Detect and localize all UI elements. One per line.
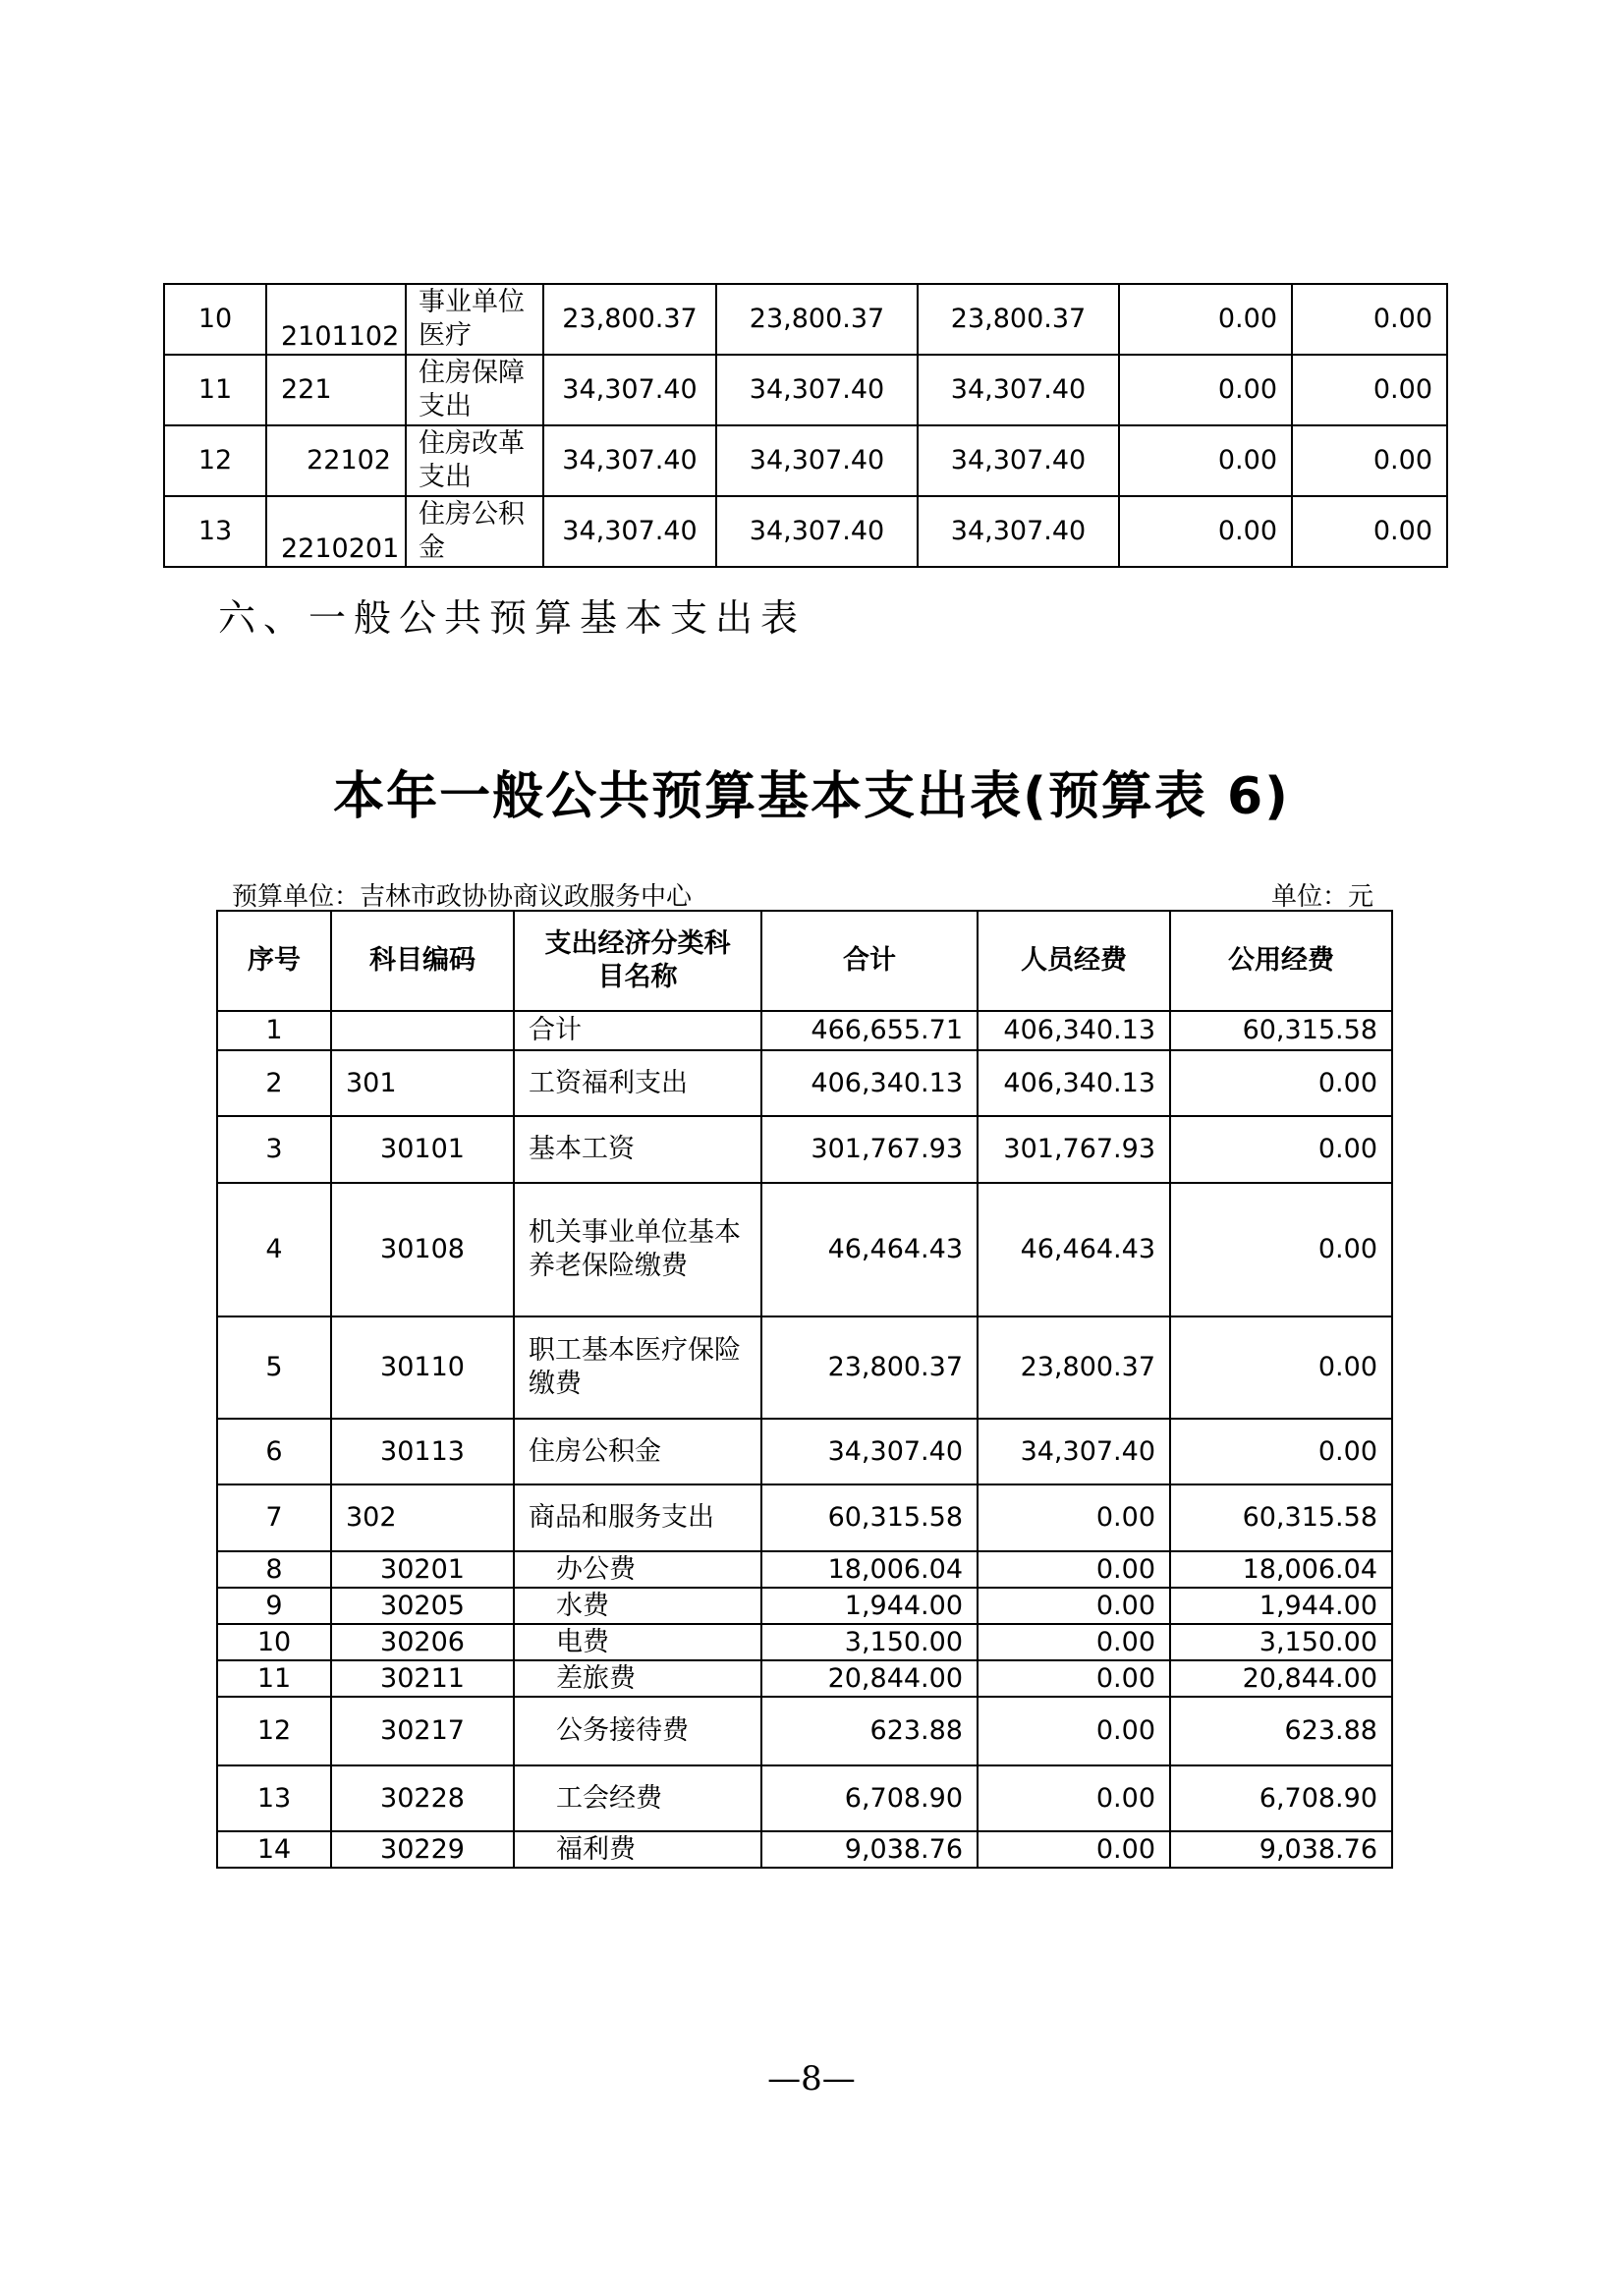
row-seq: 10	[217, 1624, 331, 1660]
row-code: 30101	[331, 1116, 514, 1183]
header-name: 支出经济分类科目名称	[514, 911, 761, 1011]
row-total: 3,150.00	[761, 1624, 978, 1660]
row-seq: 1	[217, 1011, 331, 1050]
table-row	[217, 1831, 1392, 1868]
row-code: 30205	[331, 1588, 514, 1624]
row-personnel: 0.00	[978, 1588, 1170, 1624]
row-public: 0.00	[1170, 1050, 1392, 1116]
row-code: 30228	[331, 1765, 514, 1831]
row-name: 基本工资	[514, 1116, 761, 1183]
row-public: 0.00	[1170, 1419, 1392, 1484]
table-row	[217, 1551, 1392, 1588]
row-total: 18,006.04	[761, 1551, 978, 1588]
row-value: 0.00	[1119, 355, 1292, 425]
row-value: 0.00	[1292, 496, 1447, 567]
row-seq: 6	[217, 1419, 331, 1484]
row-public: 0.00	[1170, 1183, 1392, 1316]
table-row	[217, 1765, 1392, 1831]
row-name: 住房公积金	[406, 496, 543, 567]
row-seq: 3	[217, 1116, 331, 1183]
row-code	[331, 1011, 514, 1050]
row-total: 623.88	[761, 1697, 978, 1765]
table-row	[164, 355, 1447, 425]
row-name: 电费	[514, 1624, 761, 1660]
row-value: 34,307.40	[543, 355, 716, 425]
row-public: 18,006.04	[1170, 1551, 1392, 1588]
table-row	[217, 1183, 1392, 1316]
row-personnel: 0.00	[978, 1765, 1170, 1831]
row-seq: 14	[217, 1831, 331, 1868]
row-value: 34,307.40	[716, 425, 918, 496]
header-personnel: 人员经费	[978, 911, 1170, 1011]
table-row	[217, 1660, 1392, 1697]
row-seq: 5	[217, 1316, 331, 1419]
row-personnel: 0.00	[978, 1551, 1170, 1588]
row-code: 2101102	[266, 284, 406, 355]
row-code: 301	[331, 1050, 514, 1116]
row-total: 20,844.00	[761, 1660, 978, 1697]
row-public: 623.88	[1170, 1697, 1392, 1765]
page-title: 本年一般公共预算基本支出表(预算表 6)	[333, 767, 1290, 826]
row-code: 30206	[331, 1624, 514, 1660]
row-total: 46,464.43	[761, 1183, 978, 1316]
row-code: 30108	[331, 1183, 514, 1316]
row-seq: 2	[217, 1050, 331, 1116]
row-code: 2210201	[266, 496, 406, 567]
row-code: 221	[266, 355, 406, 425]
row-name: 福利费	[514, 1831, 761, 1868]
row-seq: 11	[217, 1660, 331, 1697]
row-seq: 9	[217, 1588, 331, 1624]
table-row	[217, 1697, 1392, 1765]
table-row	[164, 284, 1447, 355]
row-value: 0.00	[1119, 496, 1292, 567]
row-seq: 8	[217, 1551, 331, 1588]
row-total: 9,038.76	[761, 1831, 978, 1868]
header-public: 公用经费	[1170, 911, 1392, 1011]
budget-expenditure-table	[216, 910, 1393, 1869]
row-code: 30113	[331, 1419, 514, 1484]
row-name: 办公费	[514, 1551, 761, 1588]
row-seq: 12	[217, 1697, 331, 1765]
row-seq: 11	[164, 355, 266, 425]
row-personnel: 406,340.13	[978, 1011, 1170, 1050]
row-public: 20,844.00	[1170, 1660, 1392, 1697]
row-seq: 13	[217, 1765, 331, 1831]
row-total: 34,307.40	[761, 1419, 978, 1484]
row-public: 0.00	[1170, 1116, 1392, 1183]
currency-unit-label: 单位：元	[1270, 882, 1373, 912]
row-personnel: 23,800.37	[978, 1316, 1170, 1419]
row-total: 60,315.58	[761, 1484, 978, 1551]
row-code: 30201	[331, 1551, 514, 1588]
row-total: 406,340.13	[761, 1050, 978, 1116]
row-total: 1,944.00	[761, 1588, 978, 1624]
row-code: 302	[331, 1484, 514, 1551]
table-row	[217, 1050, 1392, 1116]
row-value: 34,307.40	[543, 496, 716, 567]
table-row	[217, 1116, 1392, 1183]
row-name: 工资福利支出	[514, 1050, 761, 1116]
row-public: 6,708.90	[1170, 1765, 1392, 1831]
row-public: 60,315.58	[1170, 1011, 1392, 1050]
row-personnel: 0.00	[978, 1831, 1170, 1868]
table-row	[164, 425, 1447, 496]
row-value: 23,800.37	[543, 284, 716, 355]
row-public: 1,944.00	[1170, 1588, 1392, 1624]
row-public: 9,038.76	[1170, 1831, 1392, 1868]
row-value: 0.00	[1292, 425, 1447, 496]
table-row	[217, 1419, 1392, 1484]
row-name: 商品和服务支出	[514, 1484, 761, 1551]
row-personnel: 0.00	[978, 1624, 1170, 1660]
row-name: 住房保障支出	[406, 355, 543, 425]
row-seq: 12	[164, 425, 266, 496]
row-code: 22102	[266, 425, 406, 496]
row-code: 30110	[331, 1316, 514, 1419]
row-seq: 13	[164, 496, 266, 567]
row-public: 0.00	[1170, 1316, 1392, 1419]
header-code: 科目编码	[331, 911, 514, 1011]
row-public: 60,315.58	[1170, 1484, 1392, 1551]
row-name: 机关事业单位基本养老保险缴费	[514, 1183, 761, 1316]
row-name: 职工基本医疗保险缴费	[514, 1316, 761, 1419]
row-personnel: 301,767.93	[978, 1116, 1170, 1183]
row-value: 0.00	[1292, 284, 1447, 355]
table-row	[217, 1316, 1392, 1419]
row-personnel: 0.00	[978, 1697, 1170, 1765]
row-personnel: 406,340.13	[978, 1050, 1170, 1116]
table-row	[217, 1484, 1392, 1551]
row-seq: 7	[217, 1484, 331, 1551]
row-seq: 10	[164, 284, 266, 355]
row-value: 34,307.40	[918, 425, 1119, 496]
section-heading: 六、一般公共预算基本支出表	[218, 596, 807, 640]
table-row	[217, 1588, 1392, 1624]
row-personnel: 0.00	[978, 1484, 1170, 1551]
table-row	[217, 1624, 1392, 1660]
row-personnel: 34,307.40	[978, 1419, 1170, 1484]
row-value: 23,800.37	[716, 284, 918, 355]
row-code: 30229	[331, 1831, 514, 1868]
page-number: —8—	[767, 2059, 856, 2099]
row-name: 住房改革支出	[406, 425, 543, 496]
header-seq: 序号	[217, 911, 331, 1011]
row-personnel: 46,464.43	[978, 1183, 1170, 1316]
row-personnel: 0.00	[978, 1660, 1170, 1697]
header-total: 合计	[761, 911, 978, 1011]
row-code: 30217	[331, 1697, 514, 1765]
row-name: 工会经费	[514, 1765, 761, 1831]
row-name: 差旅费	[514, 1660, 761, 1697]
row-name: 合计	[514, 1011, 761, 1050]
row-value: 0.00	[1119, 425, 1292, 496]
row-total: 23,800.37	[761, 1316, 978, 1419]
row-value: 34,307.40	[716, 496, 918, 567]
budget-unit-label: 预算单位：吉林市政协协商议政服务中心	[232, 882, 693, 912]
row-code: 30211	[331, 1660, 514, 1697]
table-header-row	[217, 911, 1392, 1011]
row-value: 0.00	[1292, 355, 1447, 425]
table-row	[164, 496, 1447, 567]
row-name: 水费	[514, 1588, 761, 1624]
row-value: 34,307.40	[918, 355, 1119, 425]
row-total: 466,655.71	[761, 1011, 978, 1050]
continuation-table	[163, 283, 1448, 568]
row-value: 34,307.40	[716, 355, 918, 425]
row-name: 事业单位医疗	[406, 284, 543, 355]
row-name: 公务接待费	[514, 1697, 761, 1765]
row-total: 301,767.93	[761, 1116, 978, 1183]
row-value: 34,307.40	[918, 496, 1119, 567]
row-value: 23,800.37	[918, 284, 1119, 355]
row-public: 3,150.00	[1170, 1624, 1392, 1660]
row-name: 住房公积金	[514, 1419, 761, 1484]
row-value: 0.00	[1119, 284, 1292, 355]
row-value: 34,307.40	[543, 425, 716, 496]
table-row	[217, 1011, 1392, 1050]
row-total: 6,708.90	[761, 1765, 978, 1831]
row-seq: 4	[217, 1183, 331, 1316]
